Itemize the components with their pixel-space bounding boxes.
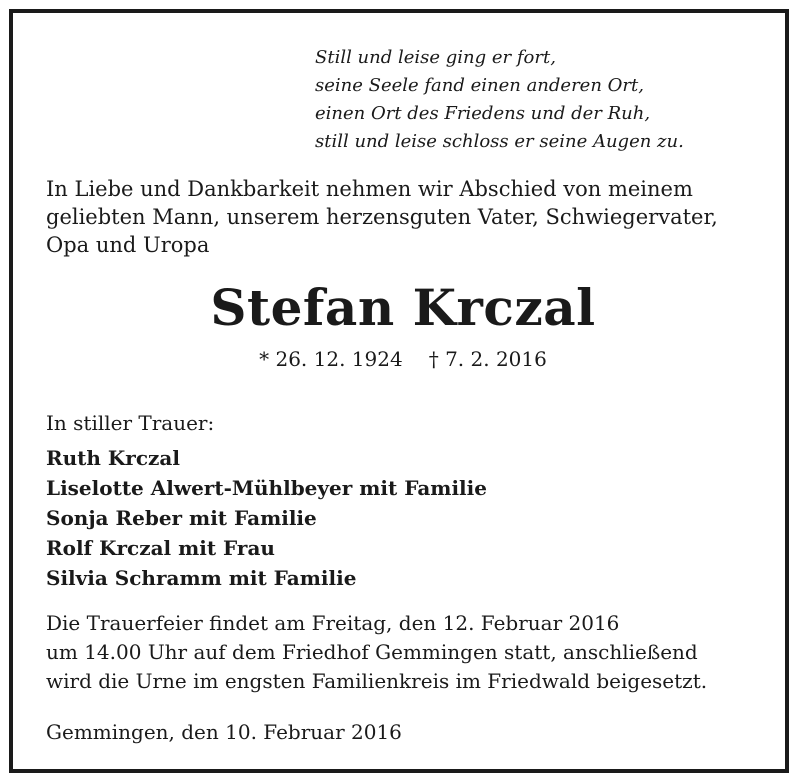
- poem-block: [315, 44, 684, 156]
- intro-paragraph: [46, 175, 766, 259]
- obituary-frame: [9, 9, 789, 773]
- ceremony-info: [46, 609, 707, 696]
- ceremony-line: um 14.00 Uhr auf dem Friedhof Gemmingen statt, anschließend: [46, 640, 698, 664]
- mourner-name: Silvia Schramm mit Familie: [46, 566, 357, 590]
- mourner-name: Sonja Reber mit Familie: [46, 506, 317, 530]
- deceased-name: Stefan Krczal: [210, 278, 596, 337]
- intro-line: Opa und Uropa: [46, 233, 210, 257]
- mourners-list: [46, 443, 487, 593]
- intro-line: In Liebe und Dankbarkeit nehmen wir Abschied von meinem: [46, 177, 693, 201]
- poem-line: Still und leise ging er fort,: [315, 47, 556, 68]
- intro-line: geliebten Mann, unserem herzensguten Vater, Schwiegervater,: [46, 205, 718, 229]
- mourning-label: In stiller Trauer:: [46, 411, 215, 435]
- mourner-name: Ruth Krczal: [46, 446, 180, 470]
- mourner-name: Liselotte Alwert-Mühlbeyer mit Familie: [46, 476, 487, 500]
- death-date: † 7. 2. 2016: [428, 347, 547, 371]
- poem-line: still und leise schloss er seine Augen zu.: [315, 131, 684, 152]
- place-and-date: Gemmingen, den 10. Februar 2016: [46, 720, 402, 744]
- ceremony-line: wird die Urne im engsten Familienkreis im Friedwald beigesetzt.: [46, 669, 708, 693]
- poem-line: einen Ort des Friedens und der Ruh,: [315, 103, 651, 124]
- ceremony-line: Die Trauerfeier findet am Freitag, den 12. Februar 2016: [46, 611, 620, 635]
- poem-line: seine Seele fand einen anderen Ort,: [315, 75, 644, 96]
- life-dates: [13, 345, 793, 373]
- mourner-name: Rolf Krczal mit Frau: [46, 536, 275, 560]
- birth-date: * 26. 12. 1924: [259, 347, 403, 371]
